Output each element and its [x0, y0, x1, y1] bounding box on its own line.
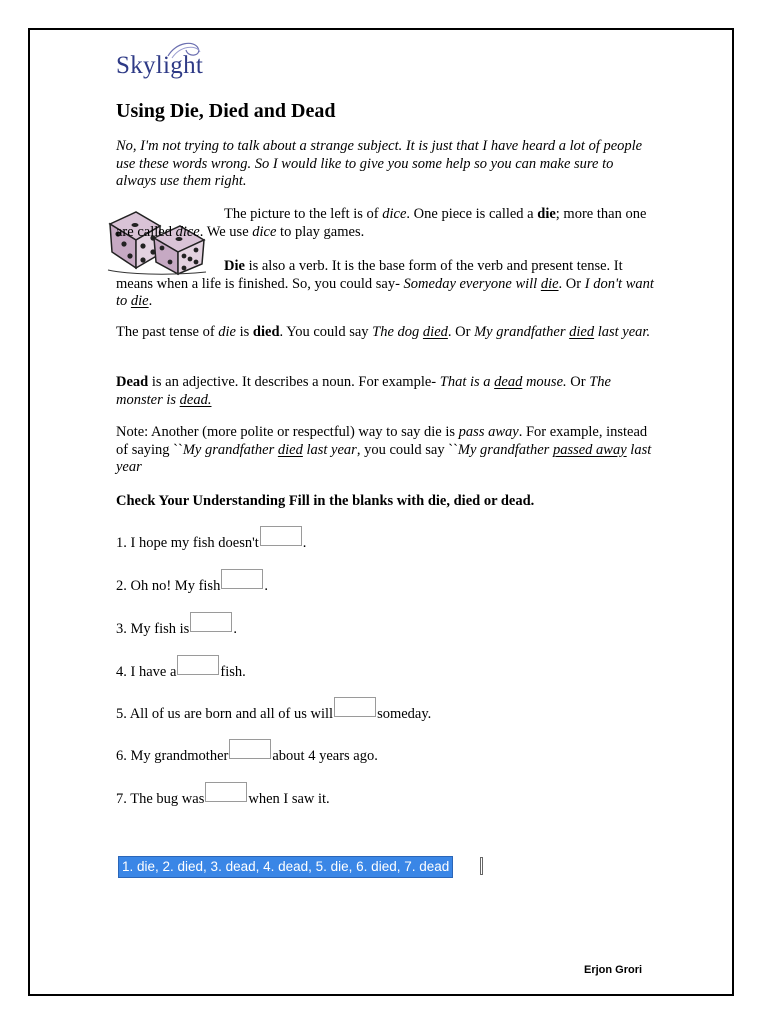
intro-paragraph: No, I'm not trying to talk about a strange subject. It is just that I have heard a lot of people use these words wrong. So I would like to give you some help so you can make sure to always use them right.: [116, 138, 643, 189]
answer-input-2[interactable]: [221, 569, 263, 589]
exercise-heading: Check Your Understanding Fill in the blanks with die, died or dead.: [116, 493, 535, 509]
question-suffix: about 4 years ago.: [272, 748, 378, 764]
question-text: 6. My grandmother: [116, 748, 229, 764]
question-suffix: .: [233, 621, 237, 637]
question-text: 2. Oh no! My fish: [116, 578, 221, 594]
question-7: [116, 788, 330, 808]
question-4: [116, 661, 246, 681]
question-suffix: .: [302, 535, 307, 551]
answer-input-5[interactable]: [334, 697, 376, 717]
dice-paragraph: The picture to the left is of dice. One piece is called a die; more than one are called dice. We use dice to play games.: [116, 206, 647, 240]
answer-input-4[interactable]: [177, 655, 219, 675]
question-2: [116, 575, 268, 595]
question-text: 1. I hope my fish doesn't: [116, 535, 259, 551]
question-5: [116, 703, 431, 723]
question-suffix: when I saw it.: [248, 791, 330, 807]
question-text: 7. The bug was: [116, 791, 205, 807]
answer-input-3[interactable]: [190, 612, 232, 632]
skylight-logo: [116, 40, 226, 90]
answer-input-7[interactable]: [205, 782, 247, 802]
question-1: [116, 532, 306, 552]
question-text: 3. My fish is: [116, 621, 190, 637]
author-name: Erjon Grori: [584, 964, 643, 976]
past-tense-paragraph: The past tense of die is died. You could say The dog died. Or My grandfather died last year.: [116, 324, 651, 340]
dead-paragraph: Dead is an adjective. It describes a noun. For example- That is a dead mouse. Or The monster is dead.: [116, 374, 611, 408]
answer-key-field[interactable]: 1. die, 2. died, 3. dead, 4. dead, 5. die, 6. died, 7. dead: [118, 856, 453, 878]
note-paragraph: Note: Another (more polite or respectful) way to say die is pass away. For example, instead of saying ``My grandfather died last year, you could say ``My grandfather passed away last year: [116, 424, 652, 475]
page-title: Using Die, Died and Dead: [116, 100, 336, 122]
question-text: 4. I have a: [116, 664, 177, 680]
question-suffix: someday.: [377, 706, 432, 722]
answer-input-6[interactable]: [229, 739, 271, 759]
verb-paragraph: Die is also a verb. It is the base form of the verb and present tense. It means when a life is finished. So, you could say- Someday everyone will die. Or I don't want to die.: [116, 258, 654, 309]
logo-text: Skylight: [116, 52, 204, 79]
answer-key-scroll-end: [480, 857, 483, 875]
question-6: [116, 745, 378, 765]
question-suffix: fish.: [220, 664, 246, 680]
question-3: [116, 618, 237, 638]
question-suffix: .: [264, 578, 268, 594]
question-text: 5. All of us are born and all of us will: [116, 706, 334, 722]
answer-input-1[interactable]: [260, 526, 302, 546]
